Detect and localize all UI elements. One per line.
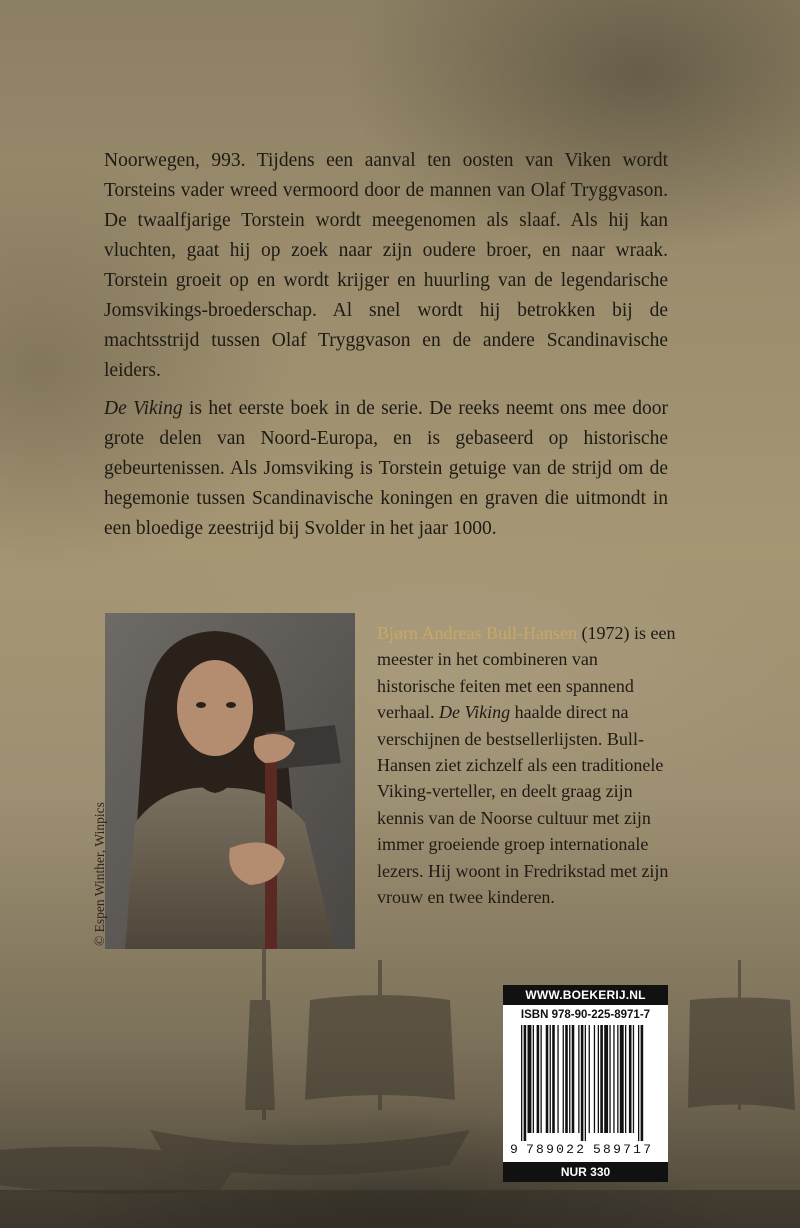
series-book-title: De Viking [104, 398, 183, 419]
barcode-bar [585, 1025, 586, 1141]
barcode-digit-first: 9 [510, 1142, 518, 1157]
author-bio [377, 620, 677, 910]
series-text: is het eerste boek in de serie. De reeks neemt ons mee door grote delen van Noord-Europa, en is gebaseerd op historische gebeurtenissen. Als Jomsviking is Torstein getuige van de strijd om de hegemonie tussen Scandinavische koningen en graven die uitmondt in een bloedige zeestrijd bij Svolder in het jaar 1000. [104, 398, 668, 539]
author-photo [105, 613, 355, 949]
nur-code: NUR 330 [503, 1162, 668, 1182]
barcode-digits-left: 789022 [526, 1142, 584, 1157]
barcode [509, 1025, 662, 1159]
barcode-bar [581, 1025, 584, 1141]
barcode-bar [563, 1025, 564, 1133]
bio-book-title: De Viking [438, 702, 511, 723]
barcode-bar [633, 1025, 634, 1133]
series-description [104, 394, 668, 544]
bio-text-part2: haalde direct na verschijnen de bestsellerlijsten. Bull-Hansen ziet zichzelf als een traditionele Viking-verteller, en deelt graag zijn kennis van de Noorse cultuur met zijn immer groeiende groep internationale lezers. Hij woont in Fredrikstad met zijn vrouw en twee kinderen. [377, 702, 669, 908]
barcode-bar [541, 1025, 542, 1133]
barcode-bar [528, 1025, 532, 1133]
barcode-bar [557, 1025, 558, 1133]
synopsis-text: Noorwegen, 993. Tijdens een aanval ten oosten van Viken wordt Torsteins vader wreed vermoord door de mannen van Olaf Tryggvason. De twaalfjarige Torstein wordt meegenomen als slaaf. Als hij kan vluchten, gaat hij op zoek naar zijn oudere broer, en naar wraak. Torstein groeit op en wordt krijger en huurling van de legendarische Jomsvikings-broederschap. Al snel wordt hij betrokken bij de machtsstrijd tussen Olaf Tryggvason en de andere Scandinavische leiders. [104, 150, 668, 381]
barcode-bar [572, 1025, 575, 1133]
barcode-bar [620, 1025, 624, 1133]
barcode-bar [617, 1025, 618, 1133]
barcode-bar [537, 1025, 540, 1133]
publisher-website: WWW.BOEKERIJ.NL [503, 985, 668, 1005]
barcode-bar [546, 1025, 549, 1133]
barcode-bar [600, 1025, 603, 1133]
barcode-bar [521, 1025, 522, 1141]
barcode-bar [625, 1025, 626, 1133]
barcode-bar [609, 1025, 610, 1133]
barcode-bar [550, 1025, 551, 1133]
barcode-bar [552, 1025, 555, 1133]
barcode-box [503, 985, 668, 1182]
barcode-bar [641, 1025, 644, 1141]
barcode-bar [594, 1025, 595, 1133]
barcode-bar [589, 1025, 590, 1133]
barcode-bar [638, 1025, 639, 1141]
barcode-bar [598, 1025, 599, 1133]
barcode-bar [604, 1025, 608, 1133]
barcode-digits-right: 589717 [593, 1142, 651, 1157]
barcode-bar [578, 1025, 579, 1133]
barcode-bar [569, 1025, 570, 1133]
author-name: Bjørn Andreas Bull-Hansen [377, 623, 577, 643]
barcode-bar [613, 1025, 614, 1133]
bio-text-part1: (1972) is een meester in het combineren van historische feiten met een spannend verhaal. [377, 623, 676, 723]
barcode-bar [629, 1025, 632, 1133]
isbn-label: ISBN 978-90-225-8971-7 [520, 1009, 651, 1021]
barcode-bar [524, 1025, 527, 1141]
barcode-bar [533, 1025, 534, 1133]
barcode-bar [565, 1025, 568, 1133]
photo-credit: © Espen Winther, Winpics [92, 802, 107, 946]
